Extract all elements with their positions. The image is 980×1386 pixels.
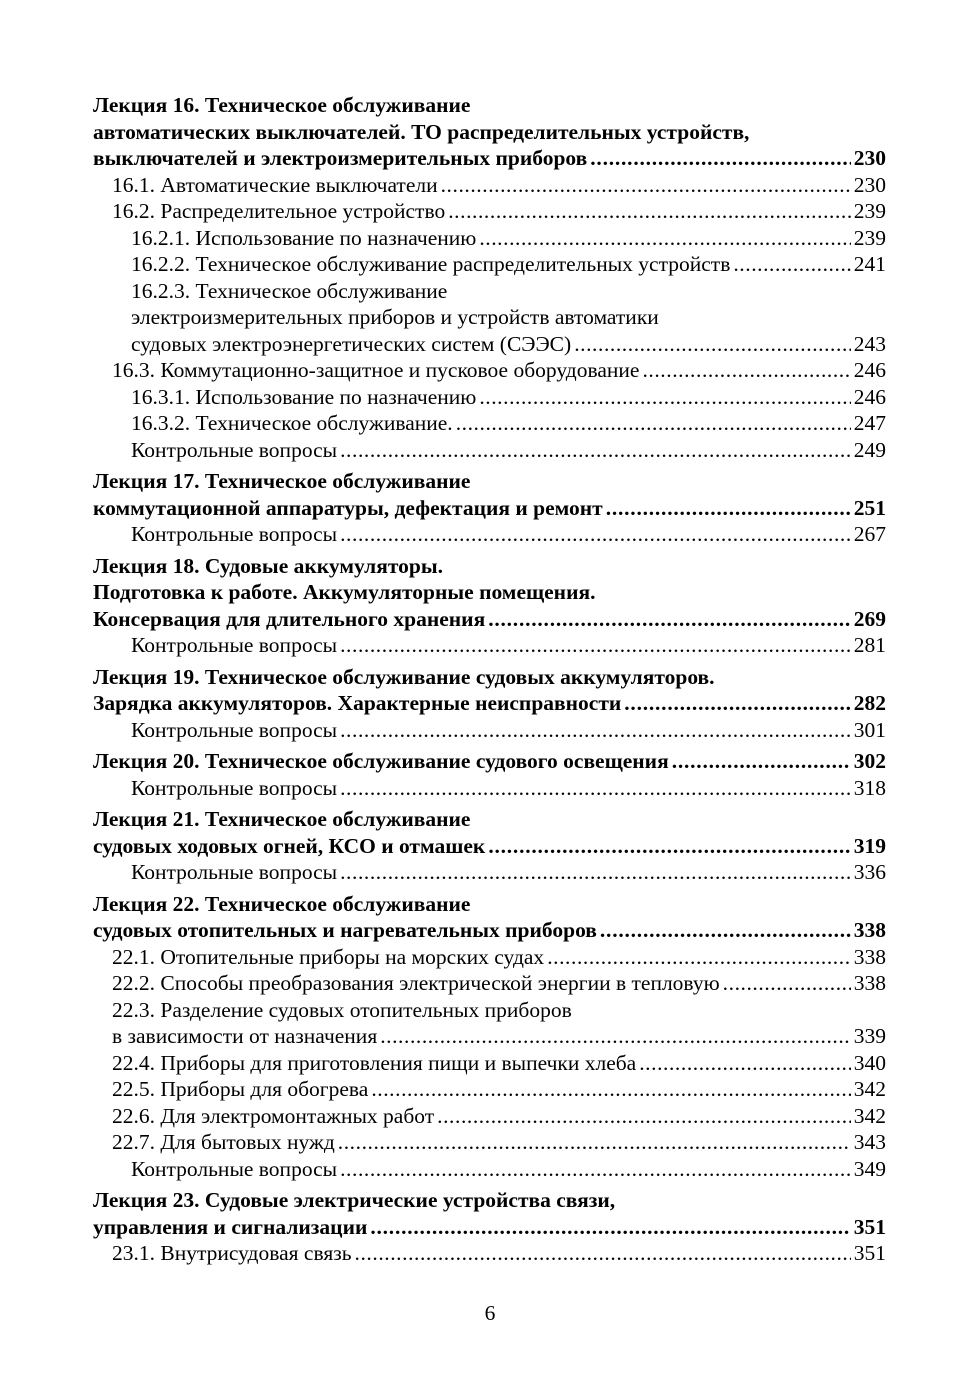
toc-entry — [93, 775, 886, 802]
toc-entry-title-line: Контрольные вопросы — [131, 1156, 338, 1181]
toc-page-number: 338 — [853, 971, 886, 995]
toc-entry — [93, 970, 886, 997]
toc-entry-title-line: управления и сигнализации — [93, 1214, 368, 1239]
toc-page-number: 282 — [853, 691, 886, 715]
toc-entry-title-line: 16.2.1. Использование по назначению — [131, 225, 477, 250]
toc-entry-title-line: Лекция 21. Техническое обслуживание — [93, 807, 471, 831]
toc-page-number: 251 — [853, 495, 886, 520]
toc-page-number: 247 — [853, 411, 886, 435]
toc-entry-title-line: Консервация для длительного хранения — [93, 606, 486, 631]
toc-entry-title-line: 16.3.2. Техническое обслуживание. — [131, 411, 453, 435]
toc-page-number: 342 — [853, 1077, 886, 1101]
dot-leader — [600, 917, 851, 944]
dot-leader — [355, 1240, 851, 1267]
toc-entry-title-line: коммутационной аппаратуры, дефектация и ремонт — [93, 495, 603, 520]
toc-lecture-entry — [93, 806, 886, 859]
dot-leader — [340, 717, 851, 744]
toc-page-number: 249 — [853, 437, 886, 462]
toc-page-number: 239 — [853, 225, 886, 250]
toc-entry-title-line: 16.3. Коммутационно-защитное и пусковое оборудование — [112, 358, 640, 382]
toc-entry-title-line: Лекция 19. Техническое обслуживание судовых аккумуляторов. — [93, 664, 715, 689]
toc-entry — [93, 717, 886, 744]
toc-entry-title-line: 22.6. Для электромонтажных работ — [112, 1103, 435, 1128]
toc-page-number: 246 — [853, 384, 886, 409]
toc-page-number: 230 — [853, 146, 886, 170]
toc-entry-title-line: Контрольные вопросы — [131, 717, 338, 742]
toc-page-number: 243 — [853, 331, 886, 356]
toc-entry-title-line: 22.3. Разделение судовых отопительных приборов — [112, 997, 572, 1022]
toc-lecture-entry — [93, 468, 886, 521]
toc-entry-title-line: Контрольные вопросы — [131, 633, 338, 657]
toc-entry-title-line: электроизмерительных приборов и устройств автоматики — [131, 305, 659, 329]
toc-page-number: 343 — [853, 1130, 886, 1154]
toc-entry — [93, 632, 886, 659]
toc-entry-title-line: Лекция 16. Техническое обслуживание — [93, 93, 471, 117]
toc-lecture-entry — [93, 748, 886, 775]
dot-leader — [340, 775, 851, 802]
toc-entry — [93, 859, 886, 886]
toc-entry-title-line: 16.2.3. Техническое обслуживание — [131, 278, 448, 303]
toc-entry-title-line: судовых ходовых огней, КСО и отмашек — [93, 833, 486, 858]
table-of-contents — [93, 92, 886, 1267]
dot-leader — [479, 384, 850, 411]
toc-entry-title-line: Лекция 18. Судовые аккумуляторы. — [93, 553, 444, 578]
toc-entry — [93, 251, 886, 278]
dot-leader — [338, 1129, 851, 1156]
toc-page-number: 342 — [853, 1103, 886, 1128]
toc-page-number: 246 — [853, 358, 886, 382]
toc-entry — [93, 410, 886, 437]
toc-entry-title-line: судовых электроэнергетических систем (СЭЭС) — [131, 331, 572, 356]
dot-leader — [488, 833, 850, 860]
toc-entry — [93, 198, 886, 225]
dot-leader — [733, 251, 850, 278]
toc-page-number: 336 — [853, 860, 886, 884]
toc-entry-title-line: Лекция 22. Техническое обслуживание — [93, 891, 471, 916]
toc-entry-title-line: 22.1. Отопительные приборы на морских судах — [112, 944, 545, 969]
toc-entry-title-line: судовых отопительных и нагревательных приборов — [93, 918, 597, 942]
toc-page-number: 318 — [853, 775, 886, 800]
toc-entry-title-line: Контрольные вопросы — [131, 860, 338, 884]
toc-entry-title-line: Лекция 17. Техническое обслуживание — [93, 469, 471, 493]
dot-leader — [672, 748, 851, 775]
toc-entry-title-line: 16.3.1. Использование по назначению — [131, 384, 477, 409]
page-number: 6 — [484, 1301, 496, 1325]
toc-entry-title-line: Контрольные вопросы — [131, 437, 338, 462]
toc-entry-title-line: 16.1. Автоматические выключатели — [112, 172, 438, 197]
dot-leader — [642, 357, 850, 384]
dot-leader — [590, 145, 850, 172]
toc-page-number: 301 — [853, 717, 886, 742]
toc-entry-title-line: 22.7. Для бытовых нужд — [112, 1130, 335, 1154]
dot-leader — [456, 410, 851, 437]
toc-entry-title-line: в зависимости от назначения — [112, 1024, 378, 1048]
toc-page-number: 351 — [853, 1241, 886, 1265]
toc-lecture-entry — [93, 664, 886, 717]
toc-entry-title-line: 22.4. Приборы для приготовления пищи и выпечки хлеба — [112, 1050, 637, 1075]
toc-entry-title-line: Подготовка к работе. Аккумуляторные помещения. — [93, 580, 596, 604]
dot-leader — [448, 198, 851, 225]
toc-entry-title-line: автоматических выключателей. ТО распределительных устройств, — [93, 119, 750, 144]
toc-entry — [93, 225, 886, 252]
toc-page-number: 338 — [853, 944, 886, 969]
toc-entry-title-line: Контрольные вопросы — [131, 775, 338, 800]
toc-entry-title-line: 16.2.2. Техническое обслуживание распределительных устройств — [131, 252, 731, 276]
toc-entry — [93, 521, 886, 548]
toc-lecture-entry — [93, 1187, 886, 1240]
dot-leader — [340, 859, 851, 886]
toc-entry-title-line: 22.2. Способы преобразования электрической энергии в тепловую — [112, 971, 720, 995]
dot-leader — [479, 225, 850, 252]
toc-entry-title-line: Контрольные вопросы — [131, 522, 338, 546]
dot-leader — [370, 1214, 850, 1241]
toc-page-number: 319 — [853, 833, 886, 858]
dot-leader — [547, 944, 851, 971]
toc-page-number: 302 — [853, 749, 886, 773]
toc-entry — [93, 384, 886, 411]
toc-page-number: 230 — [853, 172, 886, 197]
dot-leader — [723, 970, 851, 997]
toc-entry-title-line: Лекция 20. Техническое обслуживание судового освещения — [93, 749, 669, 773]
dot-leader — [441, 172, 851, 199]
toc-lecture-entry — [93, 553, 886, 633]
dot-leader — [437, 1103, 851, 1130]
toc-page-number: 351 — [853, 1214, 886, 1239]
toc-page-number: 267 — [853, 522, 886, 546]
toc-page-number: 339 — [853, 1024, 886, 1048]
toc-page-number: 281 — [853, 633, 886, 657]
dot-leader — [340, 1156, 851, 1183]
toc-entry — [93, 1129, 886, 1156]
toc-entry-title-line: выключателей и электроизмерительных приборов — [93, 146, 588, 170]
toc-entry — [93, 278, 886, 358]
toc-page-number: 338 — [853, 918, 886, 942]
toc-entry-title-line: 23.1. Внутрисудовая связь — [112, 1241, 352, 1265]
toc-entry-title-line: 16.2. Распределительное устройство — [112, 199, 446, 223]
toc-entry — [93, 1050, 886, 1077]
dot-leader — [371, 1076, 850, 1103]
dot-leader — [340, 632, 851, 659]
toc-entry — [93, 1240, 886, 1267]
toc-page-number: 241 — [853, 252, 886, 276]
toc-entry — [93, 1156, 886, 1183]
toc-entry — [93, 1076, 886, 1103]
toc-entry — [93, 997, 886, 1050]
dot-leader — [606, 495, 851, 522]
toc-page-number: 269 — [853, 606, 886, 631]
toc-lecture-entry — [93, 92, 886, 172]
dot-leader — [340, 437, 851, 464]
toc-entry — [93, 944, 886, 971]
toc-page-number: 340 — [853, 1050, 886, 1075]
dot-leader — [639, 1050, 851, 1077]
dot-leader — [488, 606, 851, 633]
toc-page-number: 349 — [853, 1156, 886, 1181]
toc-entry-title-line: Лекция 23. Судовые электрические устройства связи, — [93, 1188, 616, 1212]
toc-entry — [93, 172, 886, 199]
toc-entry-title-line: Зарядка аккумуляторов. Характерные неисправности — [93, 691, 622, 715]
dot-leader — [380, 1023, 851, 1050]
toc-entry — [93, 1103, 886, 1130]
dot-leader — [340, 521, 851, 548]
dot-leader — [624, 690, 850, 717]
toc-lecture-entry — [93, 891, 886, 944]
toc-page-number: 239 — [853, 199, 886, 223]
toc-entry-title-line: 22.5. Приборы для обогрева — [112, 1077, 369, 1101]
dot-leader — [574, 331, 851, 358]
toc-entry — [93, 437, 886, 464]
toc-entry — [93, 357, 886, 384]
